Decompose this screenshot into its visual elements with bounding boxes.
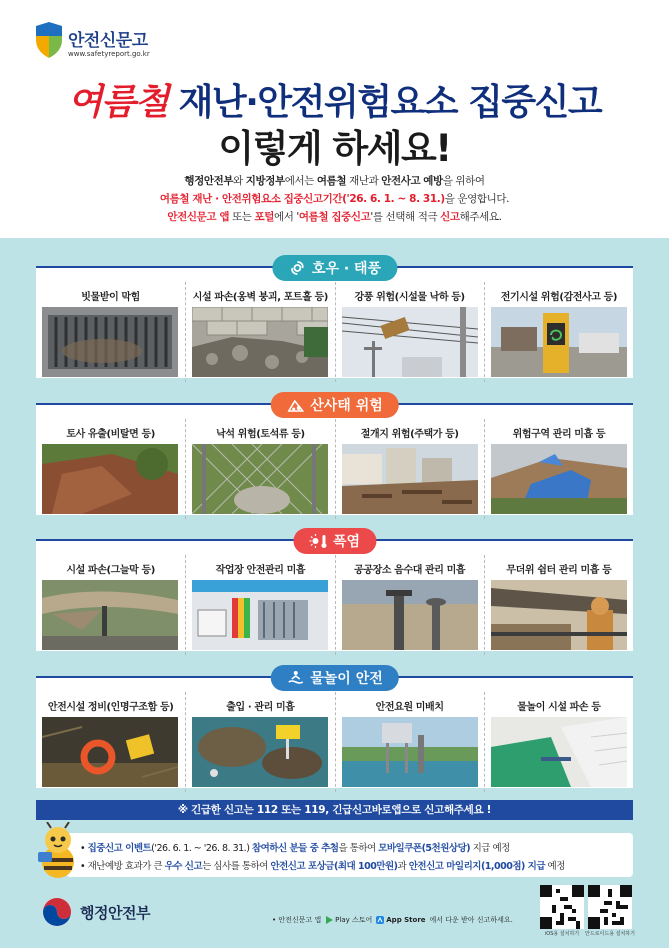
qr-code-ios[interactable] bbox=[540, 885, 584, 929]
section-water-safety bbox=[36, 671, 633, 788]
photo-cut-slope bbox=[342, 444, 478, 514]
brand-name: 안전신문고 bbox=[68, 31, 148, 51]
item-row bbox=[36, 419, 633, 519]
notice-text: 과 bbox=[397, 861, 409, 872]
section-landslide bbox=[36, 398, 633, 515]
intro-period: 여름철 재난 · 안전위험요소 집중신고기간('26. 6. 1. ~ 8. 31.) bbox=[159, 193, 445, 205]
shield-logo-icon bbox=[34, 22, 64, 58]
notice-text: 을 통하여 bbox=[338, 843, 379, 854]
intro-text: 해주세요. bbox=[459, 211, 502, 223]
notice-text: • 재난예방 효과가 큰 bbox=[80, 861, 165, 872]
photo-collapsed-wall bbox=[192, 307, 328, 377]
section-title-pill bbox=[293, 528, 376, 554]
photo-restricted-rocks bbox=[192, 717, 328, 787]
intro-text: 안전사고 bbox=[381, 175, 421, 187]
heat-thermometer-icon bbox=[309, 532, 327, 550]
photo-workplace-thermometer bbox=[192, 580, 328, 650]
report-item[interactable] bbox=[484, 419, 633, 519]
photo-soil-slope bbox=[42, 444, 178, 514]
item-label: 위험구역 관리 미흡 등 bbox=[512, 429, 606, 440]
item-label: 무더위 쉼터 관리 미흡 등 bbox=[506, 565, 612, 576]
notice-text: 우수 신고 bbox=[164, 861, 203, 872]
intro-text: 을 운영합니다. bbox=[444, 193, 510, 205]
item-row bbox=[36, 555, 633, 655]
intro-text: 행정안전부 bbox=[184, 175, 234, 187]
intro-line-2 bbox=[0, 191, 669, 206]
report-item[interactable] bbox=[185, 692, 334, 792]
report-item[interactable] bbox=[484, 692, 633, 792]
notice-text: 예정 bbox=[545, 861, 565, 872]
notice-text: ('26. 6. 1. ~ '26. 8. 31.) bbox=[151, 843, 252, 854]
photo-rockfall-fence bbox=[192, 444, 328, 514]
notice-text: 안전신고 포상금(최대 100만원) bbox=[270, 861, 398, 872]
swimmer-icon bbox=[286, 669, 304, 687]
intro-text: 지방정부 bbox=[245, 175, 285, 187]
qr-caption-android: 안드로이드용 설치하기 bbox=[585, 931, 635, 937]
headline-line-2: 이렇게 하세요! bbox=[218, 127, 451, 170]
ministry-name: 행정안전부 bbox=[80, 904, 150, 922]
intro-line-3 bbox=[0, 209, 669, 224]
item-label: 시설 파손(옹벽 붕괴, 포트홀 등) bbox=[192, 292, 328, 303]
report-item[interactable] bbox=[335, 282, 484, 382]
item-label: 시설 파손(그늘막 등) bbox=[66, 565, 155, 576]
notice-text: 는 심사를 통하여 bbox=[202, 861, 271, 872]
notice-text: 집중신고 이벤트 bbox=[87, 843, 152, 854]
intro-text: 을 위하여 bbox=[442, 175, 485, 187]
typhoon-icon bbox=[288, 259, 306, 277]
photo-electric-box bbox=[491, 307, 627, 377]
report-item[interactable] bbox=[335, 419, 484, 519]
section-heatwave bbox=[36, 534, 633, 651]
report-item[interactable] bbox=[185, 282, 334, 382]
event-notice bbox=[66, 833, 633, 877]
intro-text: 여름철 집중신고 bbox=[298, 211, 371, 223]
notice-text: 안전신고 마일리지(1,000점) 지급 bbox=[408, 861, 546, 872]
notice-line-1 bbox=[80, 840, 510, 854]
intro-text: 포털 bbox=[254, 211, 274, 223]
report-item[interactable] bbox=[185, 419, 334, 519]
notice-text: 참여하신 분들 중 추첨 bbox=[251, 843, 339, 854]
photo-drain-grate bbox=[42, 307, 178, 377]
headline-line-1-rest: 재난·안전위험요소 집중신고 bbox=[167, 82, 602, 123]
headline-accent: 여름철 bbox=[67, 82, 168, 123]
section-title: 호우 · 태풍 bbox=[311, 261, 382, 277]
section-title: 산사태 위험 bbox=[310, 398, 383, 414]
intro-text: 재난과 bbox=[346, 175, 382, 187]
intro-text: 신고 bbox=[440, 211, 460, 223]
section-title-pill bbox=[272, 255, 397, 281]
store-text: • 안전신문고 앱 bbox=[272, 916, 322, 924]
photo-tarp-slope bbox=[491, 444, 627, 514]
intro-text: 에서는 bbox=[284, 175, 317, 187]
report-item[interactable] bbox=[484, 555, 633, 655]
item-label: 토사 유출(비탈면 등) bbox=[66, 429, 155, 440]
play-store-label: Play 스토어 bbox=[335, 916, 373, 924]
notice-line-2 bbox=[80, 858, 565, 872]
store-text: 에서 다운 받아 신고하세요. bbox=[429, 916, 513, 924]
notice-text: 모바일쿠폰(5천원상당) bbox=[378, 843, 471, 854]
report-item[interactable] bbox=[484, 282, 633, 382]
taegeuk-logo-icon bbox=[42, 897, 72, 927]
intro-line-1 bbox=[0, 173, 669, 188]
intro-text: '를 선택해 적극 bbox=[370, 211, 441, 223]
item-label: 전기시설 위험(감전사고 등) bbox=[500, 292, 618, 303]
report-item[interactable] bbox=[36, 419, 185, 519]
report-item[interactable] bbox=[36, 555, 185, 655]
app-store-label: App Store bbox=[386, 916, 426, 924]
item-label: 강풍 위험(시설물 낙하 등) bbox=[354, 292, 465, 303]
section-title-pill bbox=[270, 665, 399, 691]
photo-falling-sign bbox=[342, 307, 478, 377]
item-label: 물놀이 시설 파손 등 bbox=[517, 702, 601, 713]
section-title-pill bbox=[270, 392, 399, 418]
play-store-icon bbox=[325, 916, 333, 924]
intro-text: 예방 bbox=[423, 175, 443, 187]
landslide-icon bbox=[286, 396, 304, 414]
item-label: 공공장소 음수대 관리 미흡 bbox=[354, 565, 466, 576]
qr-code-android[interactable] bbox=[588, 885, 632, 929]
section-heavy-rain-typhoon bbox=[36, 261, 633, 378]
intro-text: 여름철 bbox=[316, 175, 347, 187]
item-label: 안전시설 정비(인명구조함 등) bbox=[47, 702, 174, 713]
report-item[interactable] bbox=[36, 692, 185, 792]
app-download-note bbox=[272, 915, 513, 925]
report-item[interactable] bbox=[335, 555, 484, 655]
item-label: 출입 · 관리 미흡 bbox=[226, 702, 295, 713]
item-row bbox=[36, 692, 633, 792]
photo-drinking-fountain bbox=[342, 580, 478, 650]
intro-text: 또는 bbox=[229, 211, 255, 223]
notice-text: • bbox=[80, 843, 88, 854]
brand-url[interactable]: www.safetyreport.go.kr bbox=[68, 50, 150, 58]
item-label: 작업장 안전관리 미흡 bbox=[215, 565, 306, 576]
intro-text: 에서 ' bbox=[274, 211, 299, 223]
item-label: 낙석 위험(토석류 등) bbox=[216, 429, 305, 440]
app-store-link[interactable] bbox=[376, 916, 425, 924]
report-item[interactable] bbox=[36, 282, 185, 382]
item-label: 절개지 위험(주택가 등) bbox=[360, 429, 459, 440]
item-label: 안전요원 미배치 bbox=[375, 702, 444, 713]
mascot-bee-icon bbox=[34, 822, 82, 882]
photo-pool-facility bbox=[491, 717, 627, 787]
item-row bbox=[36, 282, 633, 382]
report-item[interactable] bbox=[185, 555, 334, 655]
item-label: 빗물받이 막힘 bbox=[81, 292, 140, 303]
section-title: 폭염 bbox=[332, 534, 361, 550]
qr-caption-ios: iOS용 설치하기 bbox=[544, 931, 580, 937]
intro-text: 와 bbox=[233, 175, 246, 187]
report-item[interactable] bbox=[335, 692, 484, 792]
photo-lifeguard-tower bbox=[342, 717, 478, 787]
photo-sunshade bbox=[42, 580, 178, 650]
photo-cooling-shelter bbox=[491, 580, 627, 650]
notice-text: 지급 예정 bbox=[470, 843, 510, 854]
play-store-link[interactable] bbox=[325, 915, 372, 925]
section-title: 물놀이 안전 bbox=[310, 671, 383, 687]
app-store-icon bbox=[376, 916, 384, 924]
photo-lifebuoy bbox=[42, 717, 178, 787]
intro-text: 안전신문고 앱 bbox=[167, 211, 230, 223]
emergency-banner: ※ 긴급한 신고는 112 또는 119, 긴급신고바로앱으로 신고해주세요 ! bbox=[36, 800, 633, 820]
